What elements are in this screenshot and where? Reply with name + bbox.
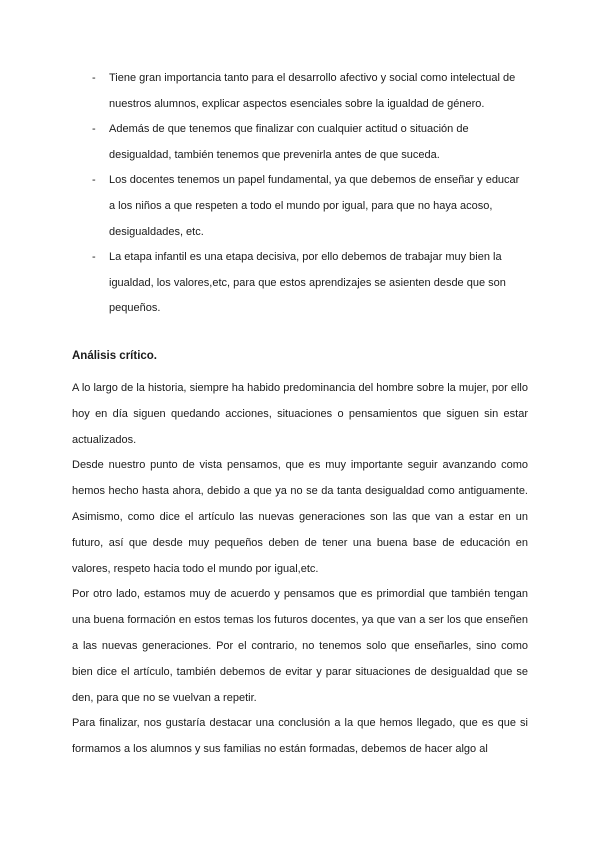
bullet-dash: - <box>92 123 96 136</box>
paragraph: A lo largo de la historia, siempre ha habido predominancia del hombre sobre la mujer, por ello hoy en día siguen quedando acciones, situaciones o pensamientos que siguen sin estar actualizados. <box>72 382 528 446</box>
bullet-list <box>0 66 600 322</box>
bullet-text: Además de que tenemos que finalizar con cualquier actitud o situación de desigualdad, también tenemos que prevenirla antes de que suceda. <box>109 123 469 161</box>
bullet-text: Los docentes tenemos un papel fundamental, ya que debemos de enseñar y educar a los niños a que respeten a todo el mundo por igual, para que no haya acoso, desigualdades, etc. <box>109 174 520 238</box>
paragraph: Por otro lado, estamos muy de acuerdo y pensamos que es primordial que también tengan una buena formación en estos temas los futuros docentes, ya que van a ser los que enseñen a las nuevas generaciones. Por el contrario, no tenemos solo que enseñarles, sino como bien dice el artículo, también debemos de evitar y parar situaciones de desigualdad que se den, para que no se vuelvan a repetir. <box>72 588 528 704</box>
list-item <box>0 168 600 245</box>
paragraph: Para finalizar, nos gustaría destacar una conclusión a la que hemos llegado, que es que si formamos a los alumnos y sus familias no están formadas, debemos de hacer algo al <box>72 717 528 756</box>
bullet-text: Tiene gran importancia tanto para el desarrollo afectivo y social como intelectual de nuestros alumnos, explicar aspectos esenciales sobre la igualdad de género. <box>109 72 516 110</box>
list-item <box>0 117 600 168</box>
bullet-dash: - <box>92 174 96 187</box>
paragraph: Desde nuestro punto de vista pensamos, que es muy importante seguir avanzando como hemos hecho hasta ahora, debido a que ya no se da tanta desigualdad como antiguamente. Asimismo, como dice el artículo las nuevas generaciones son las que van a estar en un futuro, así que desde muy pequeños deben de tener una buena base de educación en valores, respeto hacia todo el mundo por igual,etc. <box>72 459 528 575</box>
bullet-dash: - <box>92 251 96 264</box>
list-item <box>0 245 600 322</box>
bullet-dash: - <box>92 72 96 84</box>
bullet-text: La etapa infantil es una etapa decisiva, por ello debemos de trabajar muy bien la igualdad, los valores,etc, para que estos aprendizajes se asienten desde que son pequeños. <box>109 251 506 315</box>
analysis-body <box>72 376 528 763</box>
list-item <box>0 66 600 117</box>
section-heading: Análisis crítico. <box>72 350 158 362</box>
